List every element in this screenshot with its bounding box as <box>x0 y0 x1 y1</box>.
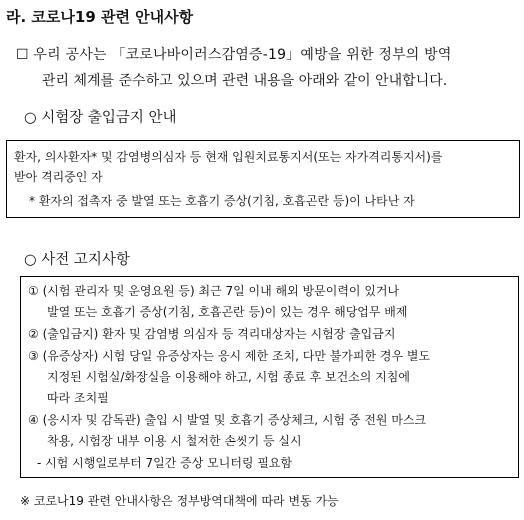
footer-note: ※ 코로나19 관련 안내사항은 정부방역대책에 따라 변동 가능 <box>20 494 339 508</box>
intro-line-1: ☐ 우리 공사는 「코로나바이러스감염증-19」예방을 위한 정부의 방역 <box>16 47 452 63</box>
notice-line: ③ (유증상자) 시험 당일 유증상자는 응시 제한 조치, 다만 불가피한 경우 별도 <box>28 349 431 363</box>
prior-notice-heading: ○ 사전 고지사항 <box>24 252 130 268</box>
notice-line: ② (출입금지) 환자 및 감염병 의심자 등 격리대상자는 시험장 출입금지 <box>28 327 396 341</box>
notice-line: ④ (응시자 및 감독관) 출입 시 발열 및 호흡기 증상체크, 시험 중 전원 마스크 <box>28 413 427 427</box>
entry-ban-line-2: 받아 격리중인 자 <box>14 170 103 184</box>
notice-line: ① (시험 관리자 및 운영요원 등) 최근 7일 이내 해외 방문이력이 있거나 <box>28 284 400 298</box>
notice-line: 지정된 시험실/화장실을 이용해야 하고, 시험 종료 후 보건소의 지침에 <box>47 370 410 384</box>
intro-line-2: 관리 체계를 준수하고 있으며 관련 내용을 아래와 같이 안내합니다. <box>42 73 448 89</box>
entry-ban-box <box>6 140 520 218</box>
entry-ban-heading: ○ 시험장 출입금지 안내 <box>24 110 177 126</box>
notice-line: 발열 또는 호흡기 증상(기침, 호흡곤란 등)이 있는 경우 해당업무 배제 <box>47 305 408 319</box>
prior-notice-box <box>20 276 519 478</box>
notice-line: 착용, 시험장 내부 이용 시 철저한 손씻기 등 실시 <box>47 434 302 448</box>
section-title: 라. 코로나19 관련 안내사항 <box>6 8 194 26</box>
notice-line: - 시험 시행일로부터 7일간 증상 모니터링 필요함 <box>37 456 293 470</box>
entry-ban-note: * 환자의 접촉자 중 발열 또는 호흡기 증상(기침, 호흡곤란 등)이 나타난 자 <box>29 194 415 208</box>
entry-ban-line-1: 환자, 의사환자* 및 감염병의심자 등 현재 입원치료통지서(또는 자가격리통지서)를 <box>14 150 443 164</box>
notice-line: 따라 조치필 <box>47 391 109 405</box>
